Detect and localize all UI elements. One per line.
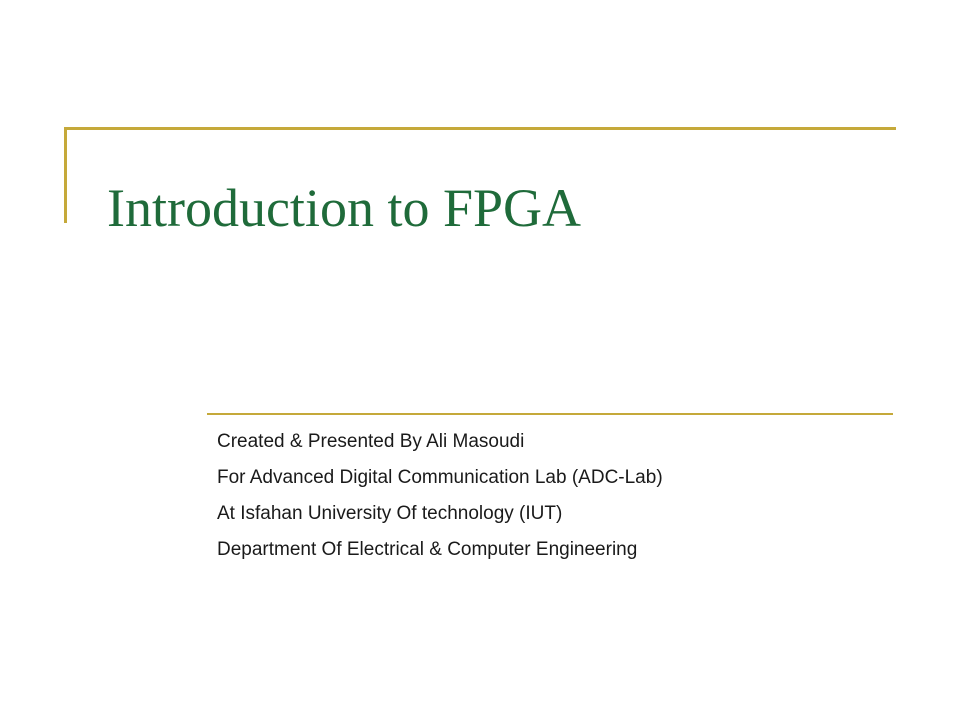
title-left-rule <box>64 127 67 223</box>
subtitle-rule <box>207 413 893 415</box>
subtitle-line-lab: For Advanced Digital Communication Lab (ADC-Lab) <box>217 467 663 488</box>
subtitle-block <box>217 424 663 568</box>
subtitle-line-university: At Isfahan University Of technology (IUT) <box>217 503 563 524</box>
slide-title: Introduction to FPGA <box>107 178 582 238</box>
subtitle-line-department: Department Of Electrical & Computer Engineering <box>217 539 638 560</box>
subtitle-line-author: Created & Presented By Ali Masoudi <box>217 431 525 452</box>
title-top-rule <box>64 127 896 130</box>
